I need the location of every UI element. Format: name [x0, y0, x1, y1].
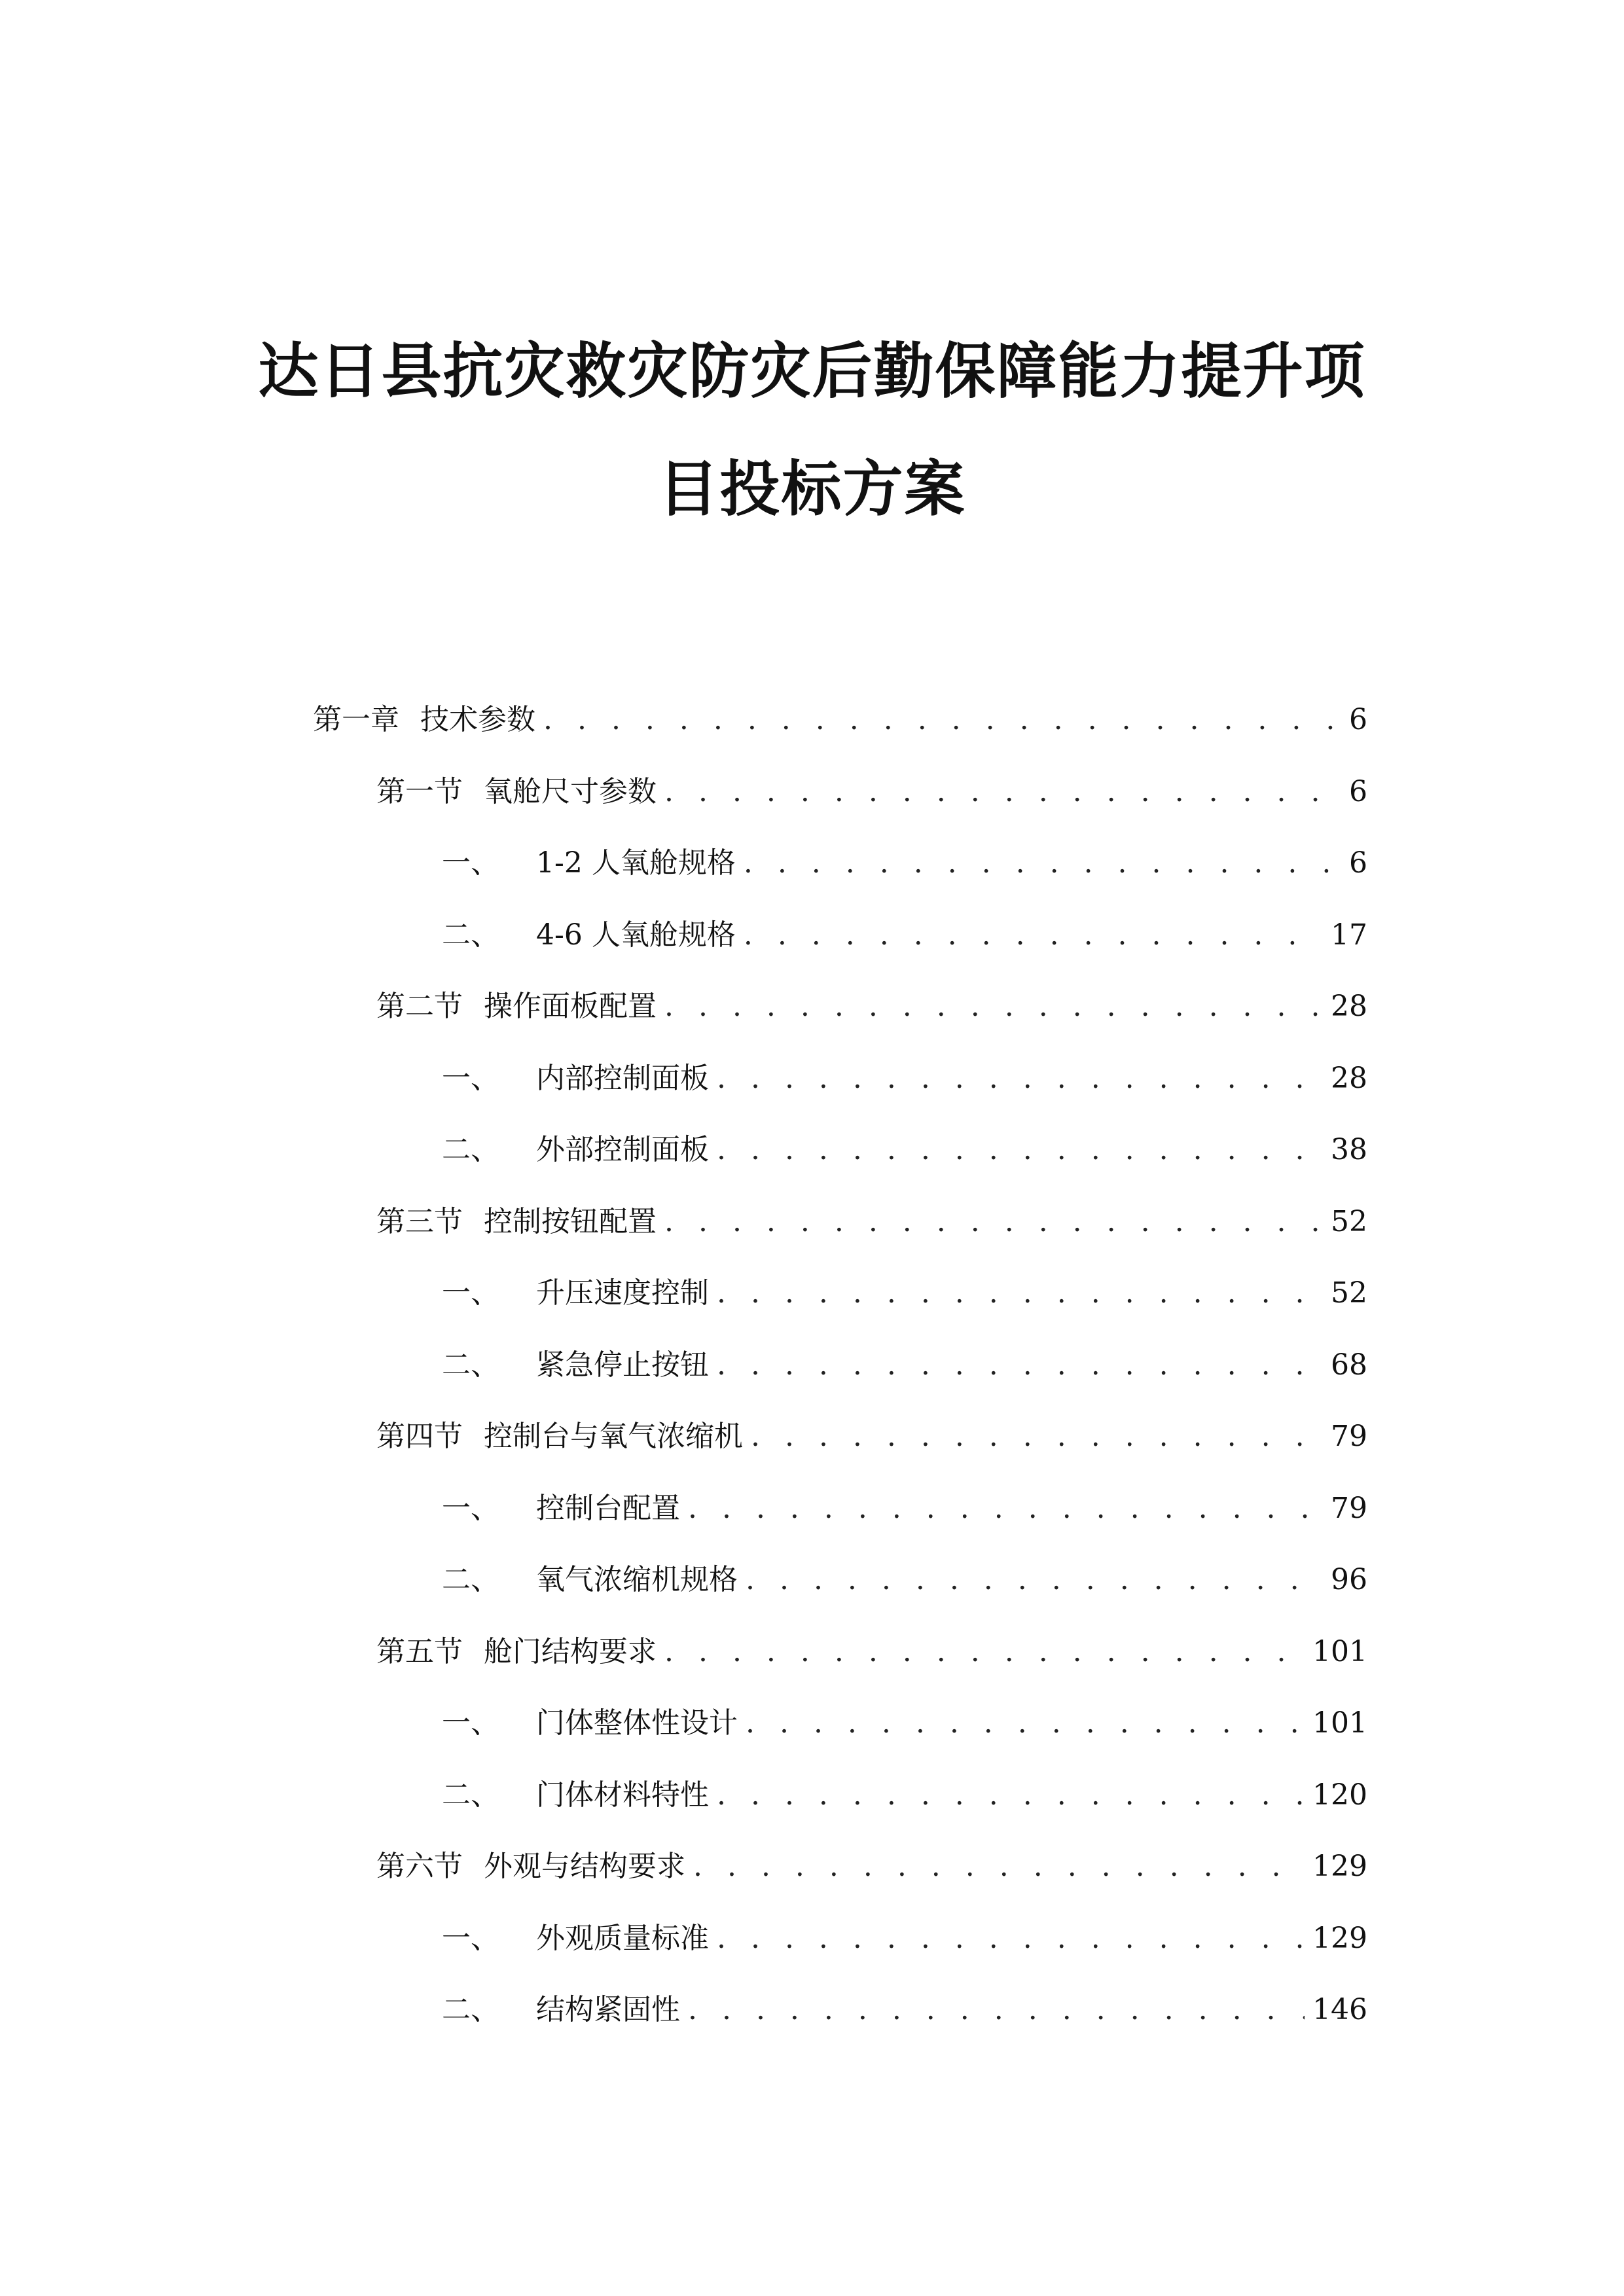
toc-entry-number: 二、: [442, 918, 499, 952]
toc-dot-leader: [746, 1704, 1305, 1743]
toc-entry-number: 一、: [442, 846, 499, 880]
toc-entry[interactable]: [376, 772, 1367, 812]
toc-dot-leader: [717, 1346, 1323, 1385]
toc-entry-label: 结构紧固性: [536, 1993, 680, 2026]
toc-entry-page-number: 146: [1312, 1993, 1367, 2026]
toc-entry-number: 第五节: [376, 1635, 463, 1668]
toc-dot-leader: [664, 987, 1323, 1026]
toc-entry-page-number: 52: [1331, 1276, 1367, 1310]
toc-dot-leader: [744, 916, 1323, 955]
toc-dot-leader: [688, 1990, 1305, 2030]
toc-entry-number: 一、: [442, 1492, 499, 1525]
toc-entry-label: 1-2 人氧舱规格: [536, 846, 736, 880]
toc-entry[interactable]: [442, 1560, 1367, 1600]
toc-entry-number: 二、: [442, 1993, 499, 2026]
toc-dot-leader: [717, 1059, 1323, 1098]
toc-entry-label: 外观与结构要求: [484, 1850, 685, 1883]
toc-entry[interactable]: [313, 700, 1367, 740]
toc-entry-label: 外观质量标准: [536, 1922, 709, 1955]
toc-dot-leader: [717, 1274, 1323, 1313]
toc-entry-label: 氧气浓缩机规格: [536, 1563, 738, 1596]
toc-entry-label: 内部控制面板: [536, 1062, 709, 1095]
toc-entry-page-number: 17: [1331, 918, 1367, 952]
toc-entry-page-number: 129: [1312, 1850, 1367, 1883]
toc-entry-label: 控制按钮配置: [484, 1205, 657, 1238]
toc-dot-leader: [664, 1632, 1305, 1672]
toc-entry-page-number: 101: [1312, 1706, 1367, 1740]
toc-entry[interactable]: [442, 1130, 1367, 1170]
toc-entry-label: 控制台与氧气浓缩机: [484, 1420, 743, 1453]
toc-entry-page-number: 52: [1331, 1205, 1367, 1238]
toc-entry-number: 一、: [442, 1062, 499, 1095]
toc-dot-leader: [746, 1560, 1323, 1600]
toc-dot-leader: [717, 1776, 1305, 1815]
toc-entry-page-number: 68: [1331, 1348, 1367, 1382]
document-title-line-2: 目投标方案: [658, 454, 966, 524]
toc-entry-number: 二、: [442, 1133, 499, 1166]
toc-entry[interactable]: [442, 1274, 1367, 1313]
toc-entry[interactable]: [442, 1704, 1367, 1743]
toc-entry-label: 紧急停止按钮: [536, 1348, 709, 1382]
toc-dot-leader: [664, 1202, 1323, 1242]
toc-dot-leader: [688, 1489, 1323, 1528]
toc-entry[interactable]: [376, 1417, 1367, 1456]
toc-dot-leader: [751, 1417, 1323, 1456]
toc-entry[interactable]: [442, 1990, 1367, 2030]
toc-entry-label: 操作面板配置: [484, 990, 657, 1023]
toc-entry-page-number: 129: [1312, 1922, 1367, 1955]
toc-entry[interactable]: [442, 1346, 1367, 1385]
toc-entry-page-number: 79: [1331, 1492, 1367, 1525]
toc-entry-page-number: 101: [1312, 1635, 1367, 1668]
toc-dot-leader: [693, 1847, 1305, 1886]
toc-entry-page-number: 79: [1331, 1420, 1367, 1453]
toc-entry[interactable]: [442, 916, 1367, 955]
toc-entry-page-number: 96: [1331, 1563, 1367, 1596]
toc-entry[interactable]: [442, 1489, 1367, 1528]
toc-entry-label: 舱门结构要求: [484, 1635, 657, 1668]
toc-entry-label: 外部控制面板: [536, 1133, 709, 1166]
toc-entry-label: 4-6 人氧舱规格: [536, 918, 736, 952]
toc-entry-number: 二、: [442, 1348, 499, 1382]
toc-dot-leader: [543, 700, 1341, 740]
toc-entry[interactable]: [442, 1776, 1367, 1815]
toc-entry-number: 第四节: [376, 1420, 463, 1453]
toc-entry-label: 控制台配置: [536, 1492, 680, 1525]
toc-entry-page-number: 6: [1349, 775, 1367, 808]
toc-dot-leader: [664, 772, 1341, 812]
toc-dot-leader: [744, 844, 1341, 883]
toc-entry-page-number: 6: [1349, 846, 1367, 880]
toc-entry-label: 氧舱尺寸参数: [484, 775, 657, 808]
toc-dot-leader: [717, 1130, 1323, 1170]
toc-entry-number: 第一节: [376, 775, 463, 808]
toc-entry[interactable]: [376, 1202, 1367, 1242]
toc-entry-number: 二、: [442, 1778, 499, 1812]
toc-entry-number: 第二节: [376, 990, 463, 1023]
toc-entry-number: 一、: [442, 1276, 499, 1310]
toc-entry-number: 第三节: [376, 1205, 463, 1238]
toc-entry-page-number: 6: [1349, 703, 1367, 736]
toc-entry-page-number: 28: [1331, 1062, 1367, 1095]
toc-entry-label: 门体材料特性: [536, 1778, 709, 1812]
toc-entry-number: 第一章: [313, 703, 399, 736]
toc-entry[interactable]: [376, 1632, 1367, 1672]
toc-entry[interactable]: [376, 1847, 1367, 1886]
toc-entry-label: 升压速度控制: [536, 1276, 709, 1310]
toc-dot-leader: [717, 1919, 1305, 1958]
toc-entry-number: 一、: [442, 1922, 499, 1955]
toc-entry-page-number: 28: [1331, 990, 1367, 1023]
toc-entry-label: 门体整体性设计: [536, 1706, 738, 1740]
toc-entry[interactable]: [442, 1059, 1367, 1098]
document-title-line-1: 达日县抗灾救灾防灾后勤保障能力提升项: [258, 336, 1366, 406]
toc-entry-page-number: 120: [1312, 1778, 1367, 1812]
toc-entry[interactable]: [376, 987, 1367, 1026]
toc-entry-page-number: 38: [1331, 1133, 1367, 1166]
toc-entry-number: 一、: [442, 1706, 499, 1740]
toc-entry-label: 技术参数: [420, 703, 535, 736]
toc-entry-number: 第六节: [376, 1850, 463, 1883]
toc-entry-number: 二、: [442, 1563, 499, 1596]
toc-entry[interactable]: [442, 844, 1367, 883]
toc-entry[interactable]: [442, 1919, 1367, 1958]
